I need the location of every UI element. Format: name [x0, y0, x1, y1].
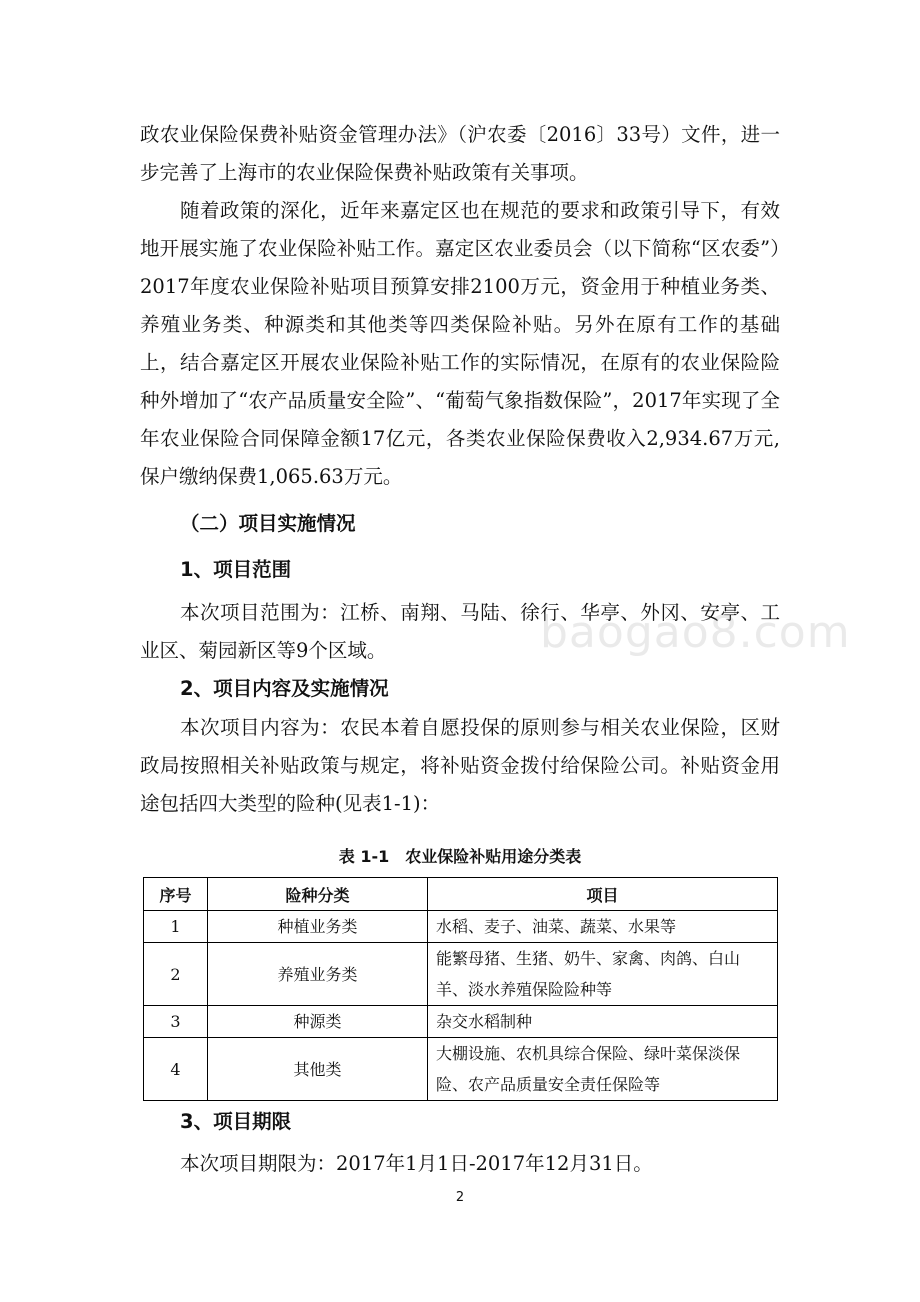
cell-index: 4	[144, 1038, 208, 1101]
cell-category: 种源类	[208, 1006, 428, 1038]
table-row	[144, 943, 778, 1006]
subheading-period: 3、项目期限	[180, 1110, 292, 1133]
paragraph-policy-background: 随着政策的深化，近年来嘉定区也在规范的要求和政策引导下，有效地开展实施了农业保险补贴工作。嘉定区农业委员会（以下简称“区农委”）2017年度农业保险补贴项目预算安排2100万元，资金用于种植业务类、养殖业务类、种源类和其他类等四类保险补贴。另外在原有工作的基础上，结合嘉定区开展农业保险补贴工作的实际情况，在原有的农业保险险种外增加了“农产品质量安全险”、“葡萄气象指数保险”，2017年实现了全年农业保险合同保障金额17亿元，各类农业保险保费收入2,934.67万元,保户缴纳保费1,065.63万元。	[140, 199, 780, 488]
cell-index: 3	[144, 1006, 208, 1038]
header-index: 序号	[144, 878, 208, 911]
cell-items: 大棚设施、农机具综合保险、绿叶菜保淡保险、农产品质量安全责任保险等	[428, 1038, 778, 1101]
table-row	[144, 911, 778, 943]
watermark: baogao8.com	[540, 607, 851, 658]
table-row	[144, 1006, 778, 1038]
section-heading-implementation: （二）项目实施情况	[180, 512, 356, 535]
table-caption: 表 1-1 农业保险补贴用途分类表	[338, 847, 582, 866]
paragraph-content: 本次项目内容为：农民本着自愿投保的原则参与相关农业保险，区财政局按照相关补贴政策与规定，将补贴资金拨付给保险公司。补贴资金用途包括四大类型的险种(见表1-1)：	[140, 716, 780, 815]
subheading-scope: 1、项目范围	[180, 558, 292, 581]
cell-category: 种植业务类	[208, 911, 428, 943]
cell-index: 1	[144, 911, 208, 943]
header-category: 险种分类	[208, 878, 428, 911]
subsidy-category-table	[143, 877, 778, 1101]
cell-category: 其他类	[208, 1038, 428, 1101]
table-row	[144, 1038, 778, 1101]
cell-index: 2	[144, 943, 208, 1006]
page-number: 2	[455, 1190, 465, 1205]
cell-items: 杂交水稻制种	[428, 1006, 778, 1038]
cell-items: 水稻、麦子、油菜、蔬菜、水果等	[428, 911, 778, 943]
paragraph-intro-continued: 政农业保险保费补贴资金管理办法》（沪农委〔2016〕33号）文件，进一步完善了上海市的农业保险保费补贴政策有关事项。	[140, 123, 780, 184]
subheading-content: 2、项目内容及实施情况	[180, 677, 389, 700]
paragraph-scope: 本次项目范围为：江桥、南翔、马陆、徐行、华亭、外冈、安亭、工业区、菊园新区等9个区域。	[140, 601, 780, 662]
paragraph-period: 本次项目期限为：2017年1月1日-2017年12月31日。	[180, 1152, 653, 1175]
cell-items: 能繁母猪、生猪、奶牛、家禽、肉鸽、白山羊、淡水养殖保险险种等	[428, 943, 778, 1006]
table-header-row	[144, 878, 778, 911]
cell-category: 养殖业务类	[208, 943, 428, 1006]
header-items: 项目	[428, 878, 778, 911]
